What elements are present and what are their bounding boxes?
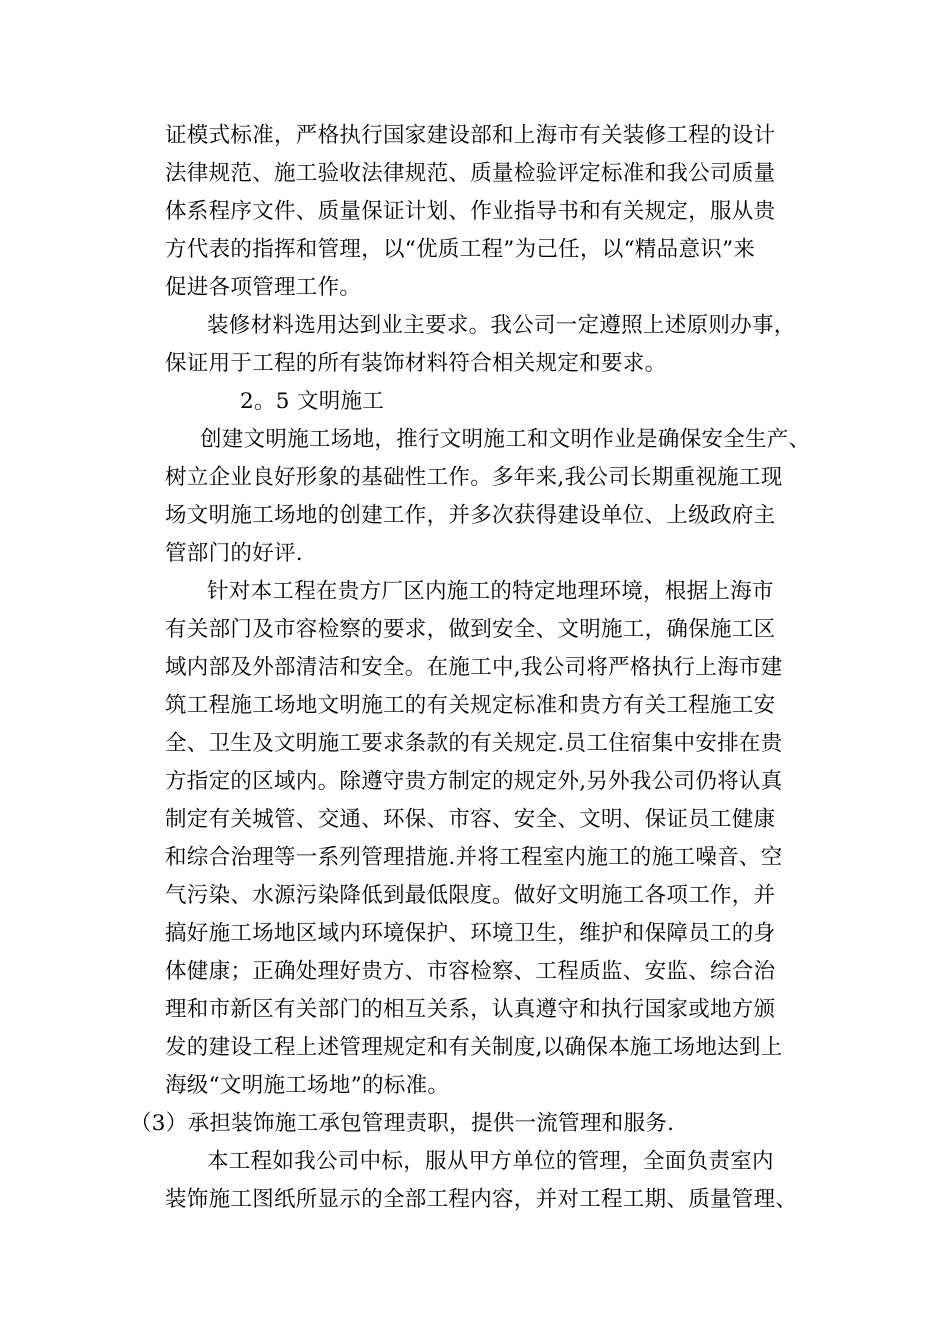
text-line: 装修材料选用达到业主要求。我公司一定遵照上述原则办事，: [207, 313, 796, 338]
text-line: 树立企业良好形象的基础性工作。多年来,我公司长期重视施工现: [165, 465, 783, 490]
section-heading: 2。5 文明施工: [240, 389, 385, 414]
text-line: 全、卫生及文明施工要求条款的有关规定.员工住宿集中安排在贵: [165, 731, 783, 756]
text-line: 针对本工程在贵方厂区内施工的特定地理环境，根据上海市: [207, 579, 774, 604]
text-line: 气污染、水源污染降低到最低限度。做好文明施工各项工作，并: [165, 883, 776, 908]
text-line: 法律规范、施工验收法律规范、质量检验评定标准和我公司质量: [165, 161, 776, 186]
text-line: 有关部门及市容检察的要求，做到安全、文明施工，确保施工区: [165, 617, 776, 642]
text-line: 装饰施工图纸所显示的全部工程内容，并对工程工期、质量管理、: [165, 1187, 798, 1212]
text-line: 创建文明施工场地，推行文明施工和文明作业是确保安全生产、: [200, 427, 811, 452]
list-item-heading: （3）承担装饰施工承包管理责职，提供一流管理和服务.: [130, 1111, 675, 1136]
text-line: 体健康；正确处理好贵方、市容检察、工程质监、安监、综合治: [165, 959, 776, 984]
text-line: 筑工程施工场地文明施工的有关规定标准和贵方有关工程施工安: [165, 693, 776, 718]
text-line: 理和市新区有关部门的相互关系，认真遵守和执行国家或地方颁: [165, 997, 776, 1022]
text-line: 发的建设工程上述管理规定和有关制度,以确保本施工场地达到上: [165, 1035, 783, 1060]
text-line: 域内部及外部清洁和安全。在施工中,我公司将严格执行上海市建: [165, 655, 783, 680]
text-line: 管部门的好评.: [165, 541, 303, 566]
text-line: 体系程序文件、质量保证计划、作业指导书和有关规定，服从贵: [165, 199, 776, 224]
text-line: 促进各项管理工作。: [165, 275, 362, 300]
text-line: 海级“文明施工场地”的标准。: [165, 1073, 450, 1098]
text-line: 和综合治理等一系列管理措施.并将工程室内施工的施工噪音、空: [165, 845, 783, 870]
text-line: 证模式标准，严格执行国家建设部和上海市有关装修工程的设计: [165, 123, 776, 148]
text-line: 制定有关城管、交通、环保、市容、安全、文明、保证员工健康: [165, 807, 776, 832]
text-line: 保证用于工程的所有装饰材料符合相关规定和要求。: [165, 351, 667, 376]
text-line: 方指定的区域内。除遵守贵方制定的规定外,另外我公司仍将认真: [165, 769, 783, 794]
text-line: 方代表的指挥和管理，以“优质工程”为己任，以“精品意识”来: [165, 237, 756, 262]
text-line: 搞好施工场地区域内环境保护、环境卫生，维护和保障员工的身: [165, 921, 776, 946]
text-line: 场文明施工场地的创建工作，并多次获得建设单位、上级政府主: [165, 503, 776, 528]
text-line: 本工程如我公司中标，服从甲方单位的管理，全面负责室内: [207, 1149, 774, 1174]
